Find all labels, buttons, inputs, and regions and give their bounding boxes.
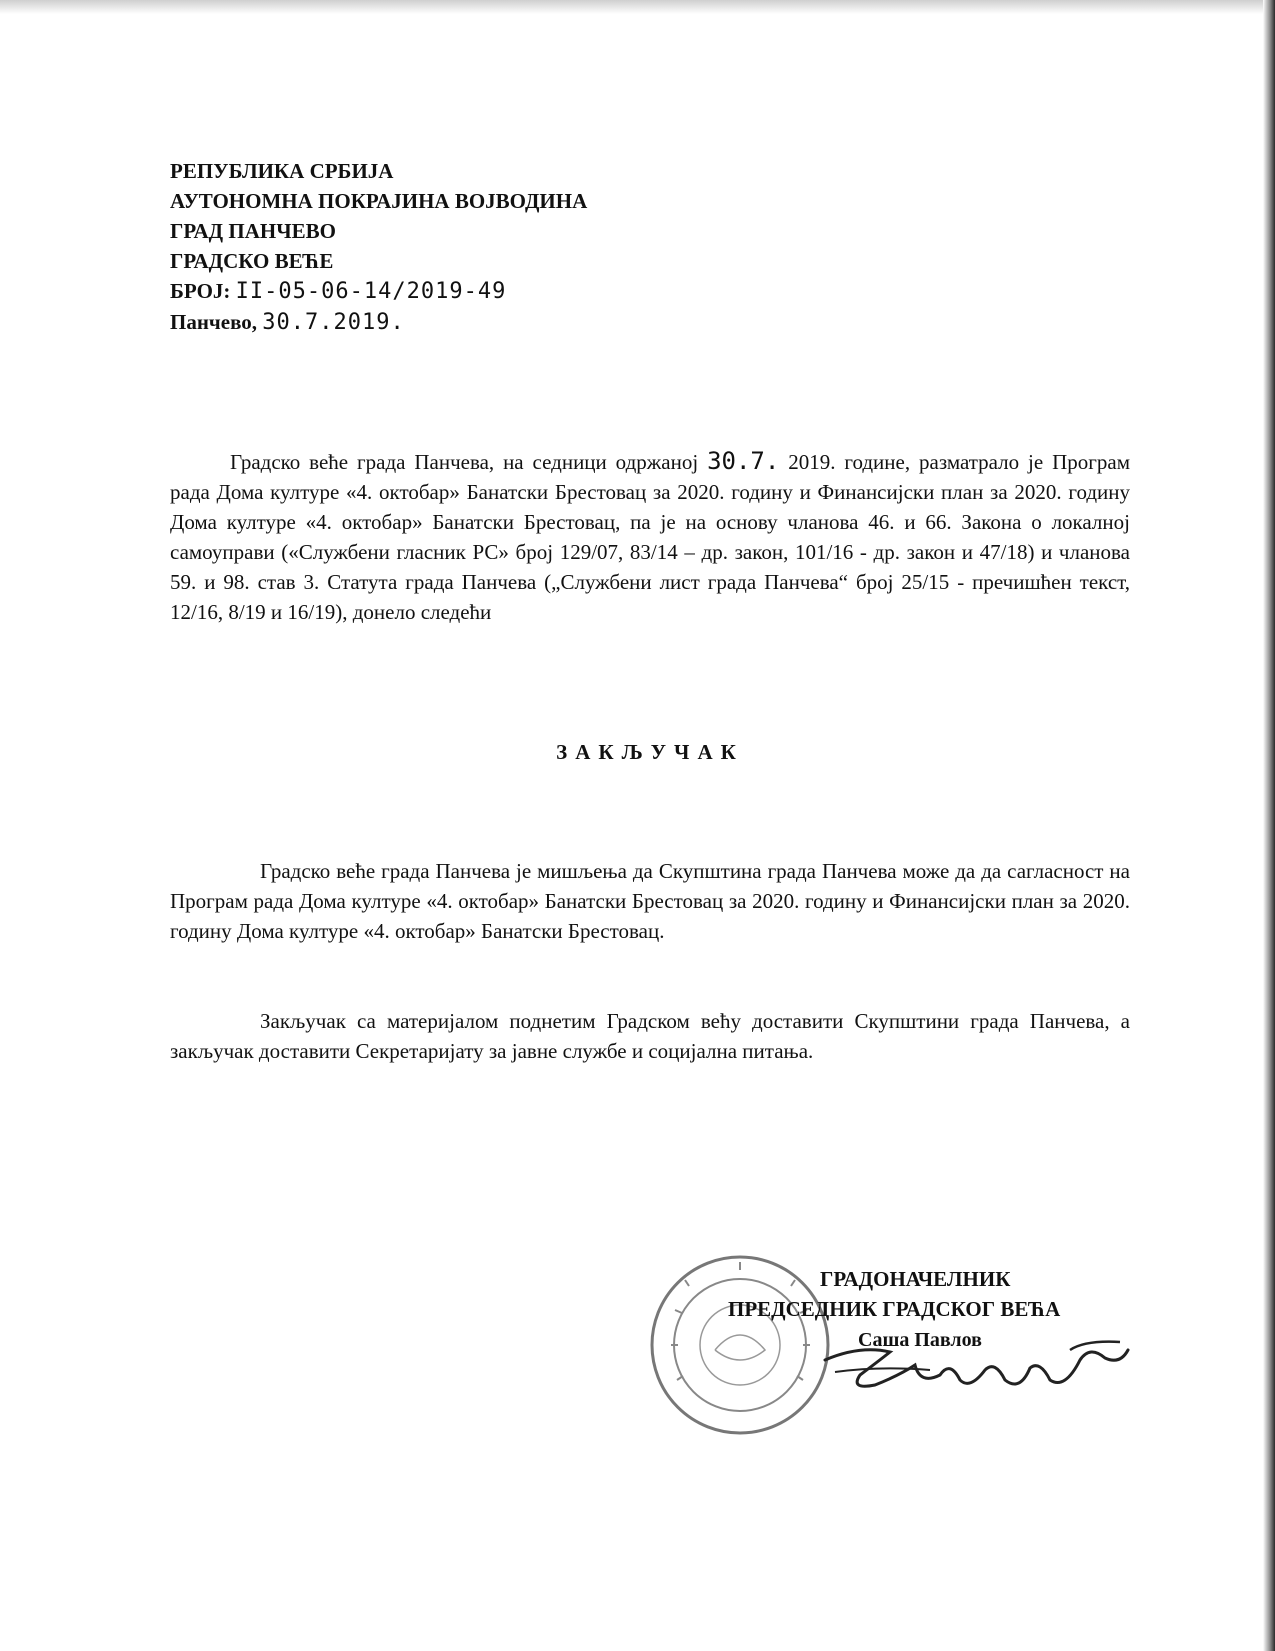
number-value: II-05-06-14/2019-49 <box>235 279 507 304</box>
signatory-name: Саша Павлов <box>858 1329 982 1351</box>
intro-date: 30.7. <box>707 447 780 475</box>
header-province: АУТОНОМНА ПОКРАЈИНА ВОЈВОДИНА <box>170 189 588 213</box>
date-value: 30.7.2019. <box>262 310 405 335</box>
header-country: РЕПУБЛИКА СРБИЈА <box>170 159 394 183</box>
header-place-date <box>170 307 587 338</box>
document-title: ЗАКЉУЧАК <box>556 740 744 764</box>
header-council: ГРАДСКО ВЕЋЕ <box>170 249 334 273</box>
scan-edge-right <box>1263 0 1275 1651</box>
handwritten-signature <box>820 1330 1130 1410</box>
scan-edge-top <box>0 0 1275 14</box>
signatory-title-mayor: ГРАДОНАЧЕЛНИК <box>820 1267 1011 1291</box>
delivery-paragraph <box>170 1006 1130 1066</box>
official-stamp-seal <box>645 1250 835 1440</box>
header-city: ГРАД ПАНЧЕВО <box>170 219 336 243</box>
place-label: Панчево, <box>170 310 258 334</box>
header-number <box>170 276 587 307</box>
intro-rest: 2019. године, разматрало је Програм рада Дома културе «4. октобар» Банатски Брестовац за 2020. годину и Финансијски план за 2020. годину Дома културе «4. октобар» Банатски Брестовац, па је на основу чланова 46. и 66. Закона о локалној самоуправи («Службени гласник РС» број 129/07, 83/14 – др. закон, 101/16 - др. закон и 47/18) и чланова 59. и 98. став 3. Статута града Панчева („Службени лист града Панчева“ број 25/15 - пречишћен текст, 12/16, 8/19 и 16/19), донело следећи <box>170 450 1131 624</box>
delivery-text: Закључак са материјалом поднетим Градском већу доставити Скупштини града Панчева, а закључак доставити Секретаријату за јавне службе и социјална питања. <box>170 1009 1130 1063</box>
document-header <box>170 156 587 338</box>
signatory-title-president: ПРЕДСЕДНИК ГРАДСКОГ ВЕЋА <box>728 1297 1061 1321</box>
number-label: БРОЈ: <box>170 279 231 303</box>
intro-start: Градско веће града Панчева, на седници одржаној <box>230 450 699 474</box>
conclusion-text: Градско веће града Панчева је мишљења да Скупштина града Панчева може да да сагласност на Програм рада Дома културе «4. октобар» Банатски Брестовац за 2020. годину и Финансијски план за 2020. годину Дома културе «4. октобар» Банатски Брестовац. <box>170 859 1130 943</box>
conclusion-paragraph <box>170 856 1130 946</box>
intro-paragraph <box>170 446 1130 627</box>
